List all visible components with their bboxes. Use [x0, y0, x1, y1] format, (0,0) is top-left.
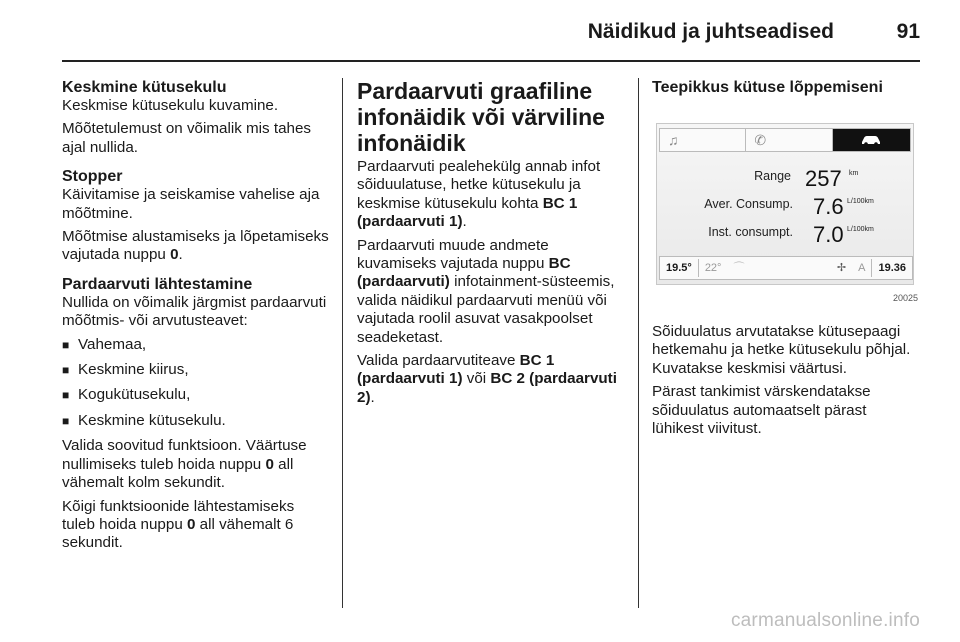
column-middle	[357, 78, 623, 412]
paragraph	[62, 498, 330, 553]
range-value: 257	[805, 165, 842, 191]
text: .	[178, 246, 183, 264]
list-item-text: Keskmine kütusekulu.	[78, 411, 226, 429]
car-icon-glyph	[860, 134, 882, 146]
display-figure	[656, 117, 918, 307]
car-icon	[832, 128, 911, 152]
range-unit: km	[849, 169, 859, 177]
outside-temperature: 19.5°	[666, 261, 692, 274]
clock: 19.36	[871, 259, 912, 277]
paragraph	[62, 228, 330, 265]
info-display-screen	[656, 123, 914, 285]
list-item-text: Keskmine kiirus,	[78, 361, 189, 379]
music-icon: ♫	[659, 128, 745, 152]
page-title: Näidikud ja juhtseadised	[587, 20, 834, 43]
page-header	[62, 16, 920, 62]
text: Valida pardaarvutiteave	[357, 352, 520, 370]
list-item	[62, 361, 330, 379]
button-reference: 0	[170, 246, 179, 264]
figure-number: 20025	[892, 293, 918, 303]
paragraph: Keskmise kütusekulu kuvamine.	[62, 97, 279, 114]
text: all vähemalt kolm sekundit.	[62, 455, 294, 492]
bold-text: BC 2 (pardaarvuti 2)	[357, 370, 617, 406]
fan-icon: ✢	[836, 261, 847, 274]
seat-heat-icon: ⌒	[733, 261, 745, 274]
text: Pardaarvuti pealehekülg annab infot sõiduulatuse, hetke kütusekulu ja keskmise kütusekulu kohta	[357, 158, 601, 212]
average-consumption-unit: L/100km	[847, 197, 874, 205]
bold-text: BC 1 (pardaarvuti 1)	[357, 352, 555, 388]
text: Mõõtmise alustamiseks ja lõpetamiseks vajutada nuppu	[62, 228, 329, 264]
reset-list	[62, 336, 330, 431]
paragraph: Pärast tankimist värskendatakse sõiduulatus automaatselt pärast lühikest viivitust.	[652, 383, 871, 438]
paragraph: Sõiduulatus arvutatakse kütusepaagi hetkemahu ja hetke kütusekulu põhjal. Kuvatakse keskmisi väärtusi.	[652, 323, 911, 377]
bold-text: BC (pardaarvuti)	[357, 255, 571, 291]
watermark: carmanualsonline.info	[730, 610, 920, 631]
button-reference: 0	[265, 455, 274, 473]
average-consumption-value: 7.6	[813, 193, 844, 219]
text: Pardaarvuti muude andmete kuvamiseks vajutada nuppu	[357, 236, 549, 273]
page-number: 91	[896, 20, 920, 43]
section-average-consumption	[62, 78, 330, 157]
section-heading: Pardaarvuti lähtestamine	[62, 275, 253, 293]
text: .	[370, 388, 375, 406]
column-divider	[342, 78, 343, 608]
section-heading: Keskmine kütusekulu	[62, 79, 227, 96]
instant-consumption-label: Inst. consumpt.	[708, 224, 793, 239]
fan-mode: A	[858, 261, 866, 274]
list-item	[62, 336, 330, 354]
average-consumption-row	[657, 190, 909, 219]
paragraph	[357, 352, 623, 407]
instant-consumption-row	[657, 218, 909, 247]
section-heading: Stopper	[62, 168, 123, 186]
display-tabs	[659, 128, 911, 152]
paragraph: Käivitamise ja seiskamise vahelise aja mõõtmine.	[62, 186, 320, 222]
section-reset	[62, 275, 330, 553]
bullet-icon: ■	[62, 413, 70, 428]
section-heading: Teepikkus kütuse lõppemiseni	[652, 79, 883, 96]
column-right	[652, 78, 922, 443]
paragraph	[357, 237, 623, 347]
paragraph	[357, 158, 623, 232]
button-reference: 0	[187, 515, 196, 533]
list-item-text: Vahemaa,	[78, 335, 147, 353]
phone-icon: ✆	[745, 128, 831, 152]
status-bar	[659, 256, 913, 280]
text: Kõigi funktsioonide lähtestamiseks tuleb hoida nuppu	[62, 497, 295, 533]
list-item	[62, 386, 330, 404]
bullet-icon: ■	[62, 388, 70, 403]
bullet-icon: ■	[62, 363, 70, 378]
bold-text: BC 1 (pardaarvuti 1)	[357, 194, 578, 231]
bullet-icon: ■	[62, 337, 70, 352]
instant-consumption-value: 7.0	[813, 221, 844, 247]
range-row	[657, 162, 909, 191]
text: all vähemalt 6 sekundit.	[62, 515, 294, 552]
range-label: Range	[754, 168, 791, 183]
list-item	[62, 412, 330, 430]
column-left	[62, 78, 330, 563]
paragraph: Mõõtetulemust on võimalik mis tahes ajal nullida.	[62, 120, 312, 156]
inside-temperature: 22°	[698, 259, 728, 277]
list-item-text: Kogukütusekulu,	[78, 386, 191, 404]
paragraph	[62, 437, 330, 492]
column-divider	[638, 78, 639, 608]
section-heading-large: Pardaarvuti graafiline infonäidik või värviline infonäidik	[357, 78, 605, 156]
text: või	[462, 370, 491, 388]
instant-consumption-unit: L/100km	[847, 225, 874, 233]
text: .	[462, 213, 467, 231]
text: infotainment-süsteemis, valida näidikul pardaarvuti menüü või vajutada roolil asuvat vasakpoolset seadeketast.	[357, 273, 615, 346]
paragraph: Nullida on võimalik järgmist pardaarvuti mõõtmis- või arvutusteavet:	[62, 293, 327, 330]
average-consumption-label: Aver. Consump.	[704, 196, 793, 211]
text: Valida soovitud funktsioon. Väärtuse nullimiseks tuleb hoida nuppu	[62, 437, 307, 473]
section-stopwatch	[62, 167, 330, 265]
